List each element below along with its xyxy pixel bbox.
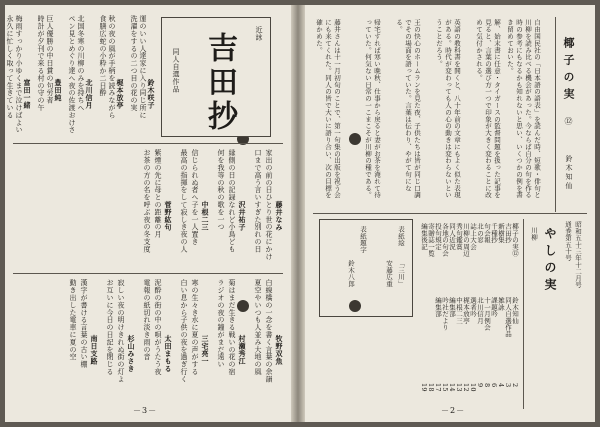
toc-magazine-name: やしの実 bbox=[543, 227, 557, 295]
essay-paragraph: 王の快心のホームランを見た夜、子供たちは皆が同じ口調でその場面を語っていた。言葉は伝わり、やがて句になる。 bbox=[395, 19, 421, 199]
poem-author: 菅野紘句 bbox=[164, 201, 173, 231]
poem-line: 北国冬寒の川柳のみを持ちへ bbox=[77, 15, 85, 112]
toc-item-page: 14 bbox=[448, 383, 456, 392]
cover-credit-box bbox=[319, 219, 413, 317]
poem-line: 漢字が書ける言葉の古い棚 bbox=[80, 279, 88, 368]
toc-item-page: 18 bbox=[427, 383, 435, 392]
poem-line: ペン見とめぐり達へ夜の佐渡おけさ bbox=[68, 15, 76, 134]
cover-title: 「三川」 bbox=[397, 260, 405, 287]
toc-item-title: 川柳の周辺 bbox=[462, 223, 470, 257]
poem-line: 寒の生々き水に夏の声がする bbox=[191, 279, 199, 376]
toc-item-title: 北の窓 bbox=[476, 223, 484, 244]
toc-item-author: 編集部 bbox=[448, 297, 456, 318]
poem-line: 信じられぬ者へ子を一人置き bbox=[191, 149, 199, 246]
poem-author: 梶本放亭 bbox=[116, 79, 125, 109]
toc-region: 川柳 bbox=[530, 227, 538, 241]
toc-item-page: 9 bbox=[476, 383, 484, 388]
poem-author: 中根二三 bbox=[201, 201, 210, 231]
poem-line: 何を我等の秋の歌を一つ bbox=[217, 149, 225, 231]
poem-author: 豊田純 bbox=[54, 79, 63, 102]
toc-item-author: 中根二三 bbox=[455, 297, 463, 324]
poem-author: 三宅亮一 bbox=[201, 335, 210, 365]
binding-hole bbox=[349, 133, 361, 145]
toc-item-title: 誌上大会 bbox=[469, 223, 477, 250]
page-number: －3－ bbox=[133, 406, 158, 415]
toc-item-author: 吟社だより bbox=[441, 297, 449, 331]
poem-line: 運のいい人達家に入り同じ所に bbox=[139, 15, 147, 119]
toc-item-page: 19 bbox=[420, 383, 428, 392]
essay-paragraph: 英語の教科書を開くと、八十年前の文章にもよく似た表現がある。時代が変わっても人の心の動きは変わらないということだろう。 bbox=[435, 19, 461, 199]
toc-item-title: 椰子の実⑫ bbox=[511, 223, 519, 257]
poem-line: ラジオの夜の鐘がまだ遠い bbox=[217, 279, 225, 368]
toc-item-title: 句会報 bbox=[483, 223, 491, 244]
essay-paragraph: 藤井さんは十一月初旬のことで、第一句集の出版を祝う会にも来てくれた。同人の皆で大いに語り合い、次の目標を確かめた。 bbox=[315, 19, 341, 199]
poem-line: 秋の夜の風が手柄を読みながら bbox=[108, 15, 116, 119]
poem-author: 藤井なみ bbox=[275, 201, 284, 231]
toc-issue-line: 通巻第五十号 bbox=[564, 221, 572, 262]
poem-line: 寂しい夜の明けきれぬ街の灯よ bbox=[117, 279, 125, 383]
poem-author: 鈴木咲子 bbox=[147, 79, 156, 109]
poem-author: 太田まもる bbox=[164, 335, 173, 372]
toc-item-page: 2 bbox=[511, 383, 519, 388]
toc-item-title: 寄贈誌一覧 bbox=[427, 223, 435, 257]
toc-item-page: 8 bbox=[483, 383, 491, 388]
toc-item-title: 秀句鑑賞 bbox=[455, 223, 463, 250]
poem-line: 縁側の日の記録なれど小鳥ども bbox=[228, 149, 236, 253]
poem-line: 食膳広蛇の小粋か二日酔 bbox=[99, 15, 107, 97]
poem-author: 南日支路 bbox=[90, 335, 99, 365]
toc-item-title: 編集後記 bbox=[420, 223, 428, 250]
essay-paragraph: 自由国民社の「日本語の語表」を読んだ時、短歌・俳句と川柳を読み比べる機会があった。今ならば自分の句を作る時の参考にもなるかも知れないと思い、いくつかの例を書き留めておいた。 bbox=[506, 19, 541, 199]
poem-author: 沢井祐子 bbox=[238, 201, 247, 231]
toc-item-author: 課題吟 bbox=[490, 297, 498, 318]
toc-item-page: 15 bbox=[441, 383, 449, 392]
toc-item-page: 12 bbox=[462, 383, 470, 392]
essay-title-rule bbox=[555, 17, 556, 212]
right-page bbox=[305, 5, 595, 422]
essay-title: 椰子の実 bbox=[562, 37, 575, 105]
poem-line: 白い息から子供の夜を過ぎ行く bbox=[180, 279, 188, 383]
cover-artist: 安藤広重 bbox=[385, 260, 393, 287]
toc-item-title: 千種抄 bbox=[490, 223, 498, 244]
page-number: －2－ bbox=[441, 406, 466, 415]
binding-gutter bbox=[291, 5, 305, 422]
poem-line: 菊はまだ生きる戦いの花の宿 bbox=[228, 279, 236, 376]
banner-title: 吉田抄 bbox=[202, 32, 237, 134]
poem-line: 永久に忙しく取って生きている bbox=[6, 15, 14, 119]
toc-item-page: 10 bbox=[469, 383, 477, 392]
toc-item-author: 鈴木知仙 bbox=[511, 297, 519, 324]
toc-item-title: 吉田抄 bbox=[504, 223, 512, 244]
poem-line: 口まで高う言いすぎた別れの日 bbox=[254, 149, 262, 253]
section-divider bbox=[13, 143, 283, 144]
left-page bbox=[5, 5, 291, 422]
toc-item-page: 17 bbox=[434, 383, 442, 392]
essay-number: ⑫ bbox=[564, 117, 573, 126]
toc-item-page: 13 bbox=[455, 383, 463, 392]
poem-line: 泥酔の街の中の唄がうたう夜 bbox=[154, 279, 162, 376]
poem-line: 夏空やいつも人並み大地の風 bbox=[254, 279, 262, 376]
poem-line: お茶の方の名を呼ぶ夜の冬支度 bbox=[143, 149, 151, 253]
poem-author: 富田一緒 bbox=[23, 79, 32, 109]
cover-title-writer: 鈴木八郎 bbox=[347, 260, 355, 287]
toc-item-page: 6 bbox=[490, 383, 498, 388]
toc-item-title: 各地の句会 bbox=[441, 223, 449, 257]
poem-line: 洗濯をするの二つ目の花の実 bbox=[130, 15, 138, 112]
toc-date-line: 昭和五十三年十二月号 bbox=[574, 221, 582, 288]
essay-author: 鈴木知仙 bbox=[565, 155, 573, 191]
banner-subtitle: 同人自選作品 bbox=[172, 48, 180, 93]
toc-item-page: 3 bbox=[504, 383, 512, 388]
poem-line: 梅雨すっかり小ゆくまで泣けばよい bbox=[15, 15, 23, 134]
title-banner bbox=[161, 17, 271, 137]
poem-line: 家出の前の日ひとり世の花にかけ bbox=[265, 149, 273, 260]
poem-line: 巨人優勝の中日賞の句労者 bbox=[46, 15, 54, 104]
section-divider bbox=[313, 213, 587, 214]
poem-line: お互いに今日の日記を閉じる bbox=[106, 279, 114, 376]
toc-item-author: 梶本放亭 bbox=[462, 297, 470, 324]
section-divider bbox=[13, 273, 283, 274]
toc-item-title: 新樹集 bbox=[497, 223, 505, 244]
cover-title-label: 表紙題字 bbox=[359, 226, 367, 253]
toc-header-rule bbox=[523, 219, 524, 409]
toc-item-author: 十一月例会 bbox=[483, 297, 491, 331]
binding-hole bbox=[237, 300, 249, 312]
essay-paragraph: 帰宅すれば寒い晩秋、仕事から戻ると妻がお茶を淹れて待っていた。何気ない日常の一こまこそが川柳の種である。 bbox=[364, 19, 381, 199]
poem-line: 白線橋の一念を書く言葉の余韻 bbox=[265, 279, 273, 383]
toc-item-author: 同人自選作品 bbox=[504, 297, 512, 338]
poem-author: 北川信月 bbox=[85, 79, 94, 109]
toc-item-author: 選者吟 bbox=[469, 297, 477, 318]
poem-author: 牧野双魚 bbox=[275, 335, 284, 365]
toc-item-author: 編集部 bbox=[434, 297, 442, 318]
poem-author: 村瀬秀江 bbox=[238, 335, 247, 365]
toc-item-author: 雑詠 bbox=[497, 297, 505, 311]
cover-label: 表紙絵 bbox=[397, 226, 405, 247]
poem-author: 杉山みさき bbox=[127, 335, 136, 372]
toc-item-author: 北川信月 bbox=[476, 297, 484, 324]
toc-item-title: 投句規定 bbox=[434, 223, 442, 250]
poem-line: 電報の紙切れ淡き雨の音 bbox=[143, 279, 151, 361]
toc-item-title: 同人近況 bbox=[448, 223, 456, 250]
poem-line: 最高の指揮をして寂しき夜の人 bbox=[180, 149, 188, 253]
essay-paragraph: 解、始末書に任意・タイガースの監督問題を扱った記事を見ると、言葉の選び方一つで印象が大きく変わることに改めて気付かされる。 bbox=[475, 19, 501, 199]
poem-line: 時計が夕刊で来る村の守の午 bbox=[37, 15, 45, 112]
banner-label: 近詠 bbox=[255, 26, 263, 41]
toc-item-page: 4 bbox=[497, 383, 505, 388]
poem-line: 動き出した電車に夏の空 bbox=[69, 279, 77, 361]
poem-line: 紫煙の先に母との距離の月 bbox=[154, 149, 162, 238]
